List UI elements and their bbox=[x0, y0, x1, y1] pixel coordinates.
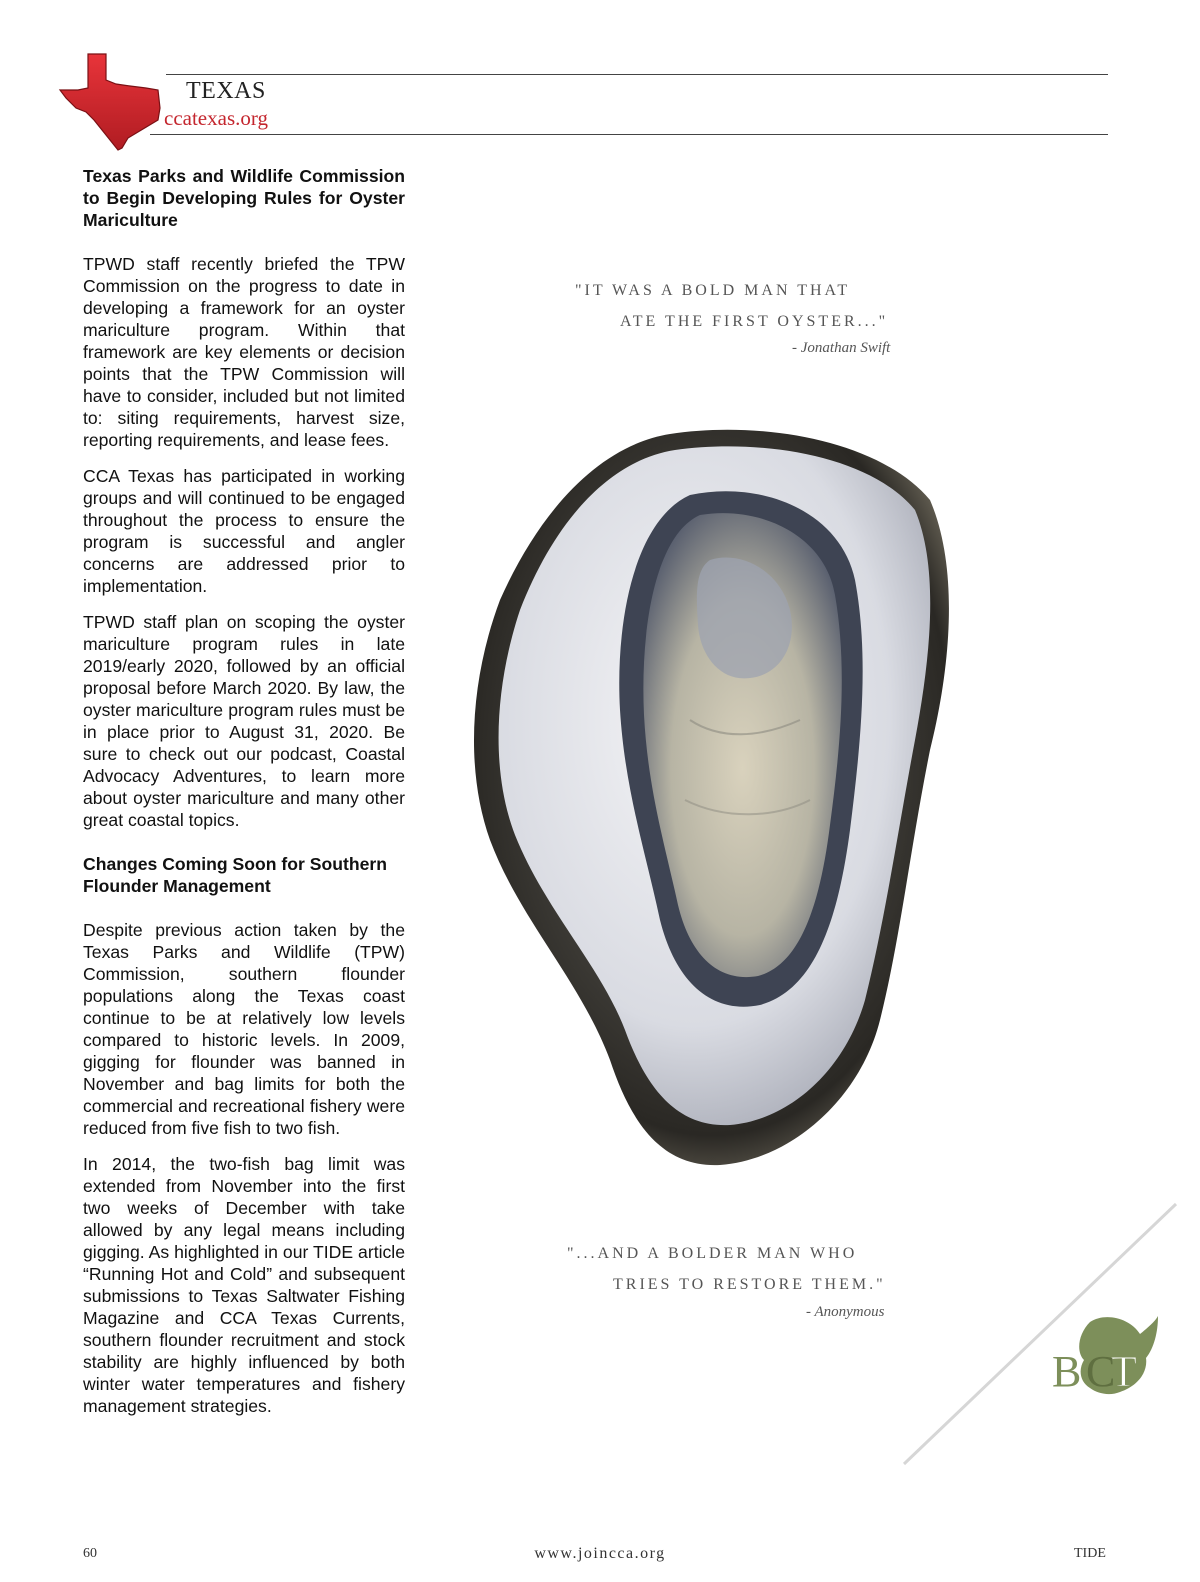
article-paragraph: In 2014, the two-fish bag limit was extended from November into the first two weeks of December with take allowed by any legal means including gigging. As highlighted in our TIDE article “Running Hot and Cold” and subsequent submissions to Texas Saltwater Fishing Magazine and CCA Texas Currents, southern flounder recruitment and stock stability are highly influenced by both winter water temperatures and fishery management strategies. bbox=[83, 1154, 405, 1416]
texas-state-icon bbox=[58, 50, 170, 154]
svg-text:T: T bbox=[1110, 1347, 1137, 1396]
header-site-url[interactable]: ccatexas.org bbox=[164, 106, 268, 130]
header-rule-top bbox=[166, 74, 1108, 75]
ad-quote-attribution: - Jonathan Swift bbox=[792, 340, 891, 356]
page-number: 60 bbox=[83, 1546, 97, 1561]
ad-quote-line: TRIES TO RESTORE THEM." bbox=[613, 1276, 886, 1293]
svg-text:C: C bbox=[1086, 1347, 1116, 1396]
article-paragraph: TPWD staff recently briefed the TPW Commission on the progress to date in developing a framework for an oyster mariculture program. Within that framework are key elements or decision points that the TPW Commission will have to consider, included but not limited to: siting requirements, harvest size, reporting requirements, and lease fees. bbox=[83, 254, 405, 450]
article-paragraph: TPWD staff plan on scoping the oyster mariculture program rules in late 2019/early 2020, followed by an official proposal before March 2020. By law, the oyster mariculture program rules must be in place prior to August 31, 2020. Be sure to check out our podcast, Coastal Advocacy Adventures, to learn more about oyster mariculture and many other great coastal topics. bbox=[83, 612, 405, 830]
header-rule-bottom bbox=[150, 134, 1108, 135]
article-heading-oyster: Texas Parks and Wildlife Commission to Begin Developing Rules for Oyster Mariculture bbox=[83, 166, 405, 230]
magazine-name: TIDE bbox=[1074, 1546, 1106, 1561]
oyster-image bbox=[460, 420, 960, 1180]
header-state-name: TEXAS bbox=[186, 78, 266, 104]
ad-quote-line: "...AND A BOLDER MAN WHO bbox=[567, 1245, 858, 1262]
footer-url[interactable]: www.joincca.org bbox=[534, 1545, 666, 1562]
bct-logo bbox=[1050, 1312, 1160, 1404]
article-paragraph: CCA Texas has participated in working groups and will continued to be engaged throughout the process to ensure the program is successful and angler concerns are addressed prior to implementation. bbox=[83, 466, 405, 596]
ad-quote-line: ATE THE FIRST OYSTER..." bbox=[620, 313, 889, 330]
ad-quote-attribution: - Anonymous bbox=[806, 1304, 885, 1320]
svg-text:B: B bbox=[1052, 1347, 1082, 1396]
article-heading-flounder: Changes Coming Soon for Southern Flounder Management bbox=[83, 854, 387, 896]
article-paragraph: Despite previous action taken by the Texas Parks and Wildlife (TPW) Commission, southern flounder populations along the Texas coast continue to be at relatively low levels compared to historic levels. In 2009, gigging for flounder was banned in November and bag limits for both the commercial and recreational fishery were reduced from five fish to two fish. bbox=[83, 920, 405, 1138]
article-column bbox=[83, 165, 405, 1431]
ad-quote-line: "IT WAS A BOLD MAN THAT bbox=[575, 282, 851, 299]
